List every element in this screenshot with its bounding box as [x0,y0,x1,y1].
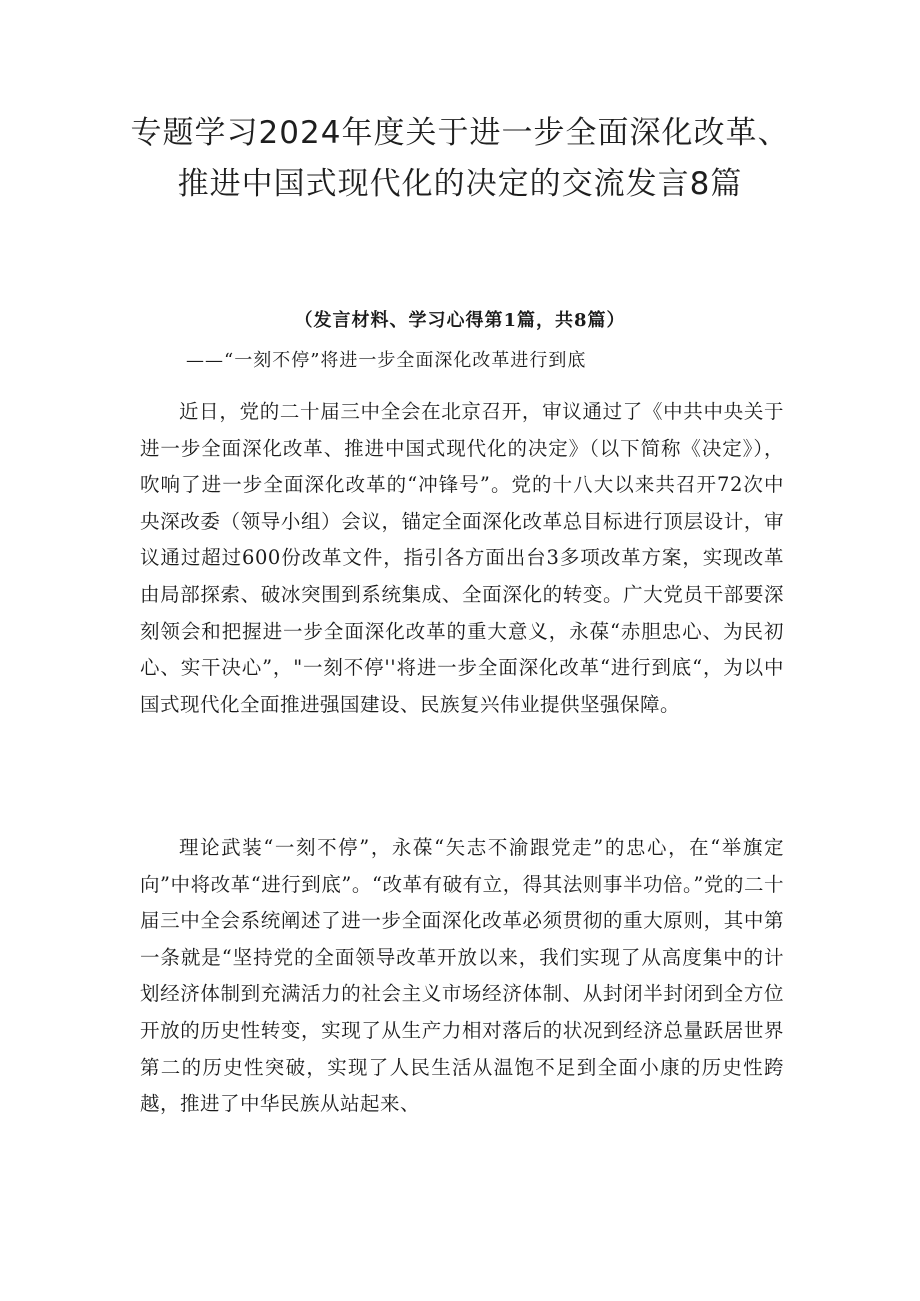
body-paragraph: 理论武装“一刻不停”，永葆“矢志不渝跟党走”的忠心，在“举旗定向”中将改革“进行到底”。“改革有破有立，得其法则事半功倍。”党的二十届三中全会系统阐述了进一步全面深化改革必须贯彻的重大原则，其中第一条就是“坚持党的全面领导改革开放以来，我们实现了从高度集中的计划经济体制到充满活力的社会主义市场经济体制、从封闭半封闭到全方位开放的历史性转变，实现了从生产力相对落后的状况到经济总量跃居世界第二的历史性突破，实现了人民生活从温饱不足到全面小康的历史性跨越，推进了中华民族从站起来、 [140,836,784,1116]
document-tagline: ——“一刻不停”将进一步全面深化改革进行到底 [186,350,587,371]
document-title: 专题学习2024年度关于进一步全面深化改革、推进中国式现代化的决定的交流发言8篇 [130,115,790,202]
body-paragraph: 近日，党的二十届三中全会在北京召开，审议通过了《中共中央关于进一步全面深化改革、推进中国式现代化的决定》（以下简称《决定》），吹响了进一步全面深化改革的“冲锋号”。党的十八大以来共召开72次中央深改委（领导小组）会议，锚定全面深化改革总目标进行顶层设计，审议通过超过600份改革文件，指引各方面出台3多项改革方案，实现改革由局部探索、破冰突围到系统集成、全面深化的转变。广大党员干部要深刻领会和把握进一步全面深化改革的重大意义，永葆“赤胆忠心、为民初心、实干决心”，"一刻不停''将进一步全面深化改革“进行到底“，为以中国式现代化全面推进强国建设、民族复兴伟业提供坚强保障。 [140,400,784,716]
document-subtitle: （发言材料、学习心得第1篇，共8篇） [294,310,626,331]
